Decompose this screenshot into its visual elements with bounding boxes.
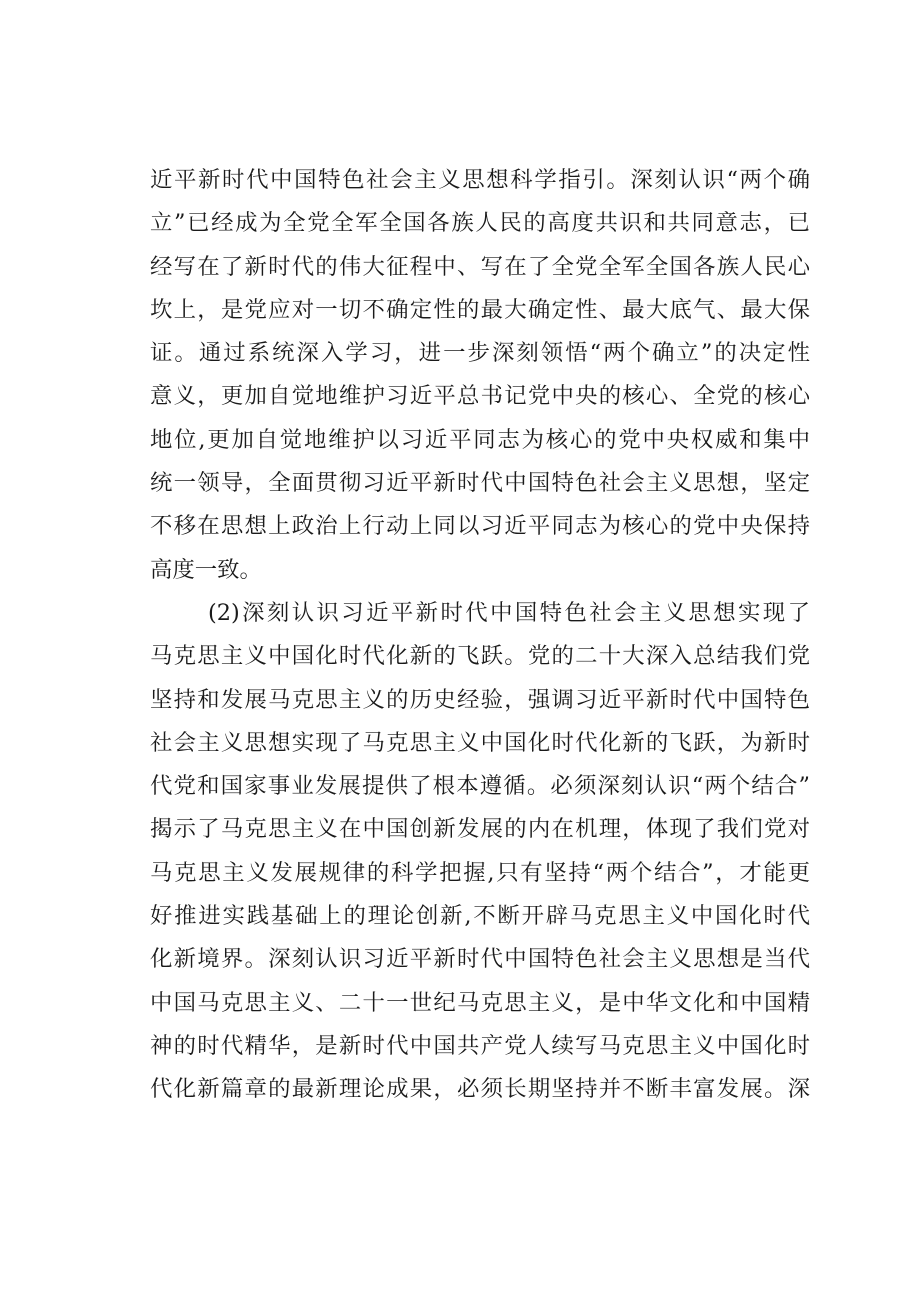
paragraph-1	[150, 159, 810, 592]
text-line: (2)深刻认识习近平新时代中国特色社会主义思想实现了	[208, 599, 810, 626]
text-line: 统一领导，全面贯彻习近平新时代中国特色社会主义思想，坚定	[150, 470, 810, 497]
text-line: 证。通过系统深入学习，进一步深刻领悟“两个确立”的决定性	[150, 340, 810, 367]
text-line: 代党和国家事业发展提供了根本遵循。必须深刻认识“两个结合”	[150, 773, 810, 800]
text-line: 不移在思想上政治上行动上同以习近平同志为核心的党中央保持	[150, 513, 810, 540]
text-line: 揭示了马克思主义在中国创新发展的内在机理，体现了我们党对	[150, 816, 810, 843]
text-line: 马克思主义中国化时代化新的飞跃。党的二十大深入总结我们党	[150, 643, 810, 670]
text-line: 立”已经成为全党全军全国各族人民的高度共识和共同意志，已	[150, 210, 810, 237]
text-line: 意义，更加自觉地维护习近平总书记党中央的核心、全党的核心	[150, 383, 810, 410]
text-line: 社会主义思想实现了马克思主义中国化时代化新的飞跃，为新时	[150, 729, 810, 756]
paragraph-2	[150, 592, 810, 1112]
text-line: 坚持和发展马克思主义的历史经验，强调习近平新时代中国特色	[150, 686, 810, 713]
text-line: 经写在了新时代的伟大征程中、写在了全党全军全国各族人民心	[150, 253, 810, 280]
text-line: 代化新篇章的最新理论成果，必须长期坚持并不断丰富发展。深	[150, 1076, 810, 1103]
body-text	[150, 159, 810, 1112]
text-line: 神的时代精华，是新时代中国共产党人续写马克思主义中国化时	[150, 1032, 810, 1059]
text-line: 马克思主义发展规律的科学把握,只有坚持“两个结合”，才能更	[150, 859, 810, 886]
text-line: 近平新时代中国特色社会主义思想科学指引。深刻认识“两个确	[150, 167, 810, 193]
text-line: 化新境界。深刻认识习近平新时代中国特色社会主义思想是当代	[150, 946, 810, 973]
text-line: 中国马克思主义、二十一世纪马克思主义，是中华文化和中国精	[150, 989, 810, 1016]
text-line: 好推进实践基础上的理论创新,不断开辟马克思主义中国化时代	[150, 903, 810, 930]
text-line: 坎上，是党应对一切不确定性的最大确定性、最大底气、最大保	[150, 296, 810, 323]
text-line: 地位,更加自觉地维护以习近平同志为核心的党中央权威和集中	[150, 426, 810, 453]
text-line: 高度一致。	[150, 556, 262, 583]
